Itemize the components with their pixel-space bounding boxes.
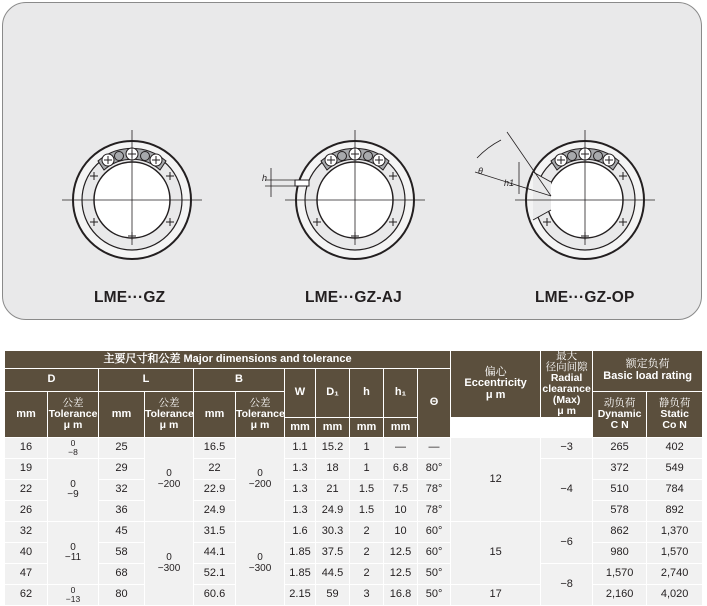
col-h-header: h <box>350 369 384 418</box>
dynamic-load-header: 动负荷 Dynamic C N <box>593 391 647 438</box>
tolerance-cell: 0 −9 <box>48 459 99 522</box>
eccentricity-cell: 17 <box>451 585 541 606</box>
basic-load-rating-header: 额定负荷 Basic load rating <box>593 351 703 392</box>
table-row: 47 68 52.1 1.85 44.5 2 12.5 50° −8 1,570 2,740 <box>5 564 703 585</box>
table-row: 22 32 22.9 1.3 21 1.5 7.5 78° 510 784 <box>5 480 703 501</box>
col-theta-header: Θ <box>418 369 451 438</box>
b-mm-header: mm <box>194 391 236 438</box>
table-row: 19 0 −9 29 22 1.3 18 1 6.8 80° −4 372 549 <box>5 459 703 480</box>
clearance-cell: −4 <box>541 459 593 522</box>
clearance-cell: −3 <box>541 438 593 459</box>
tolerance-cell: 0 −13 <box>48 585 99 606</box>
col-h1-header: h₁ <box>384 369 418 418</box>
tolerance-cell: 0 −8 <box>48 438 99 459</box>
table-row: 62 0 −13 80 60.6 2.15 59 3 16.8 50° 17 2,160 4,020 <box>5 585 703 606</box>
w-mm-header: mm <box>285 418 316 438</box>
dim-label-theta: θ <box>478 166 483 176</box>
tolerance-cell: 0 −300 <box>236 522 285 606</box>
static-load-header: 静负荷 Static Co N <box>647 391 703 438</box>
col-b-header: B <box>194 369 285 392</box>
tolerance-cell: 0 −200 <box>236 438 285 522</box>
dimensions-table <box>4 350 703 606</box>
col-l-header: L <box>99 369 194 392</box>
eccentricity-cell: 15 <box>451 522 541 585</box>
dim-label-h: h <box>262 173 268 183</box>
l-tolerance-header: 公差 Tolerance μ m <box>145 391 194 438</box>
table-row: 16 0 −8 25 0 −200 16.5 0 −200 1.1 15.2 1 — — 12 −3 265 402 <box>5 438 703 459</box>
d-tolerance-header: 公差 Tolerance μ m <box>48 391 99 438</box>
bearing-gz-drawing <box>62 130 202 259</box>
d-mm-header: mm <box>5 391 48 438</box>
l-mm-header: mm <box>99 391 145 438</box>
table-row: 32 0 −11 45 0 −300 31.5 0 −300 1.6 30.3 2 10 60° 15 −6 862 1,370 <box>5 522 703 543</box>
d1-mm-header: mm <box>316 418 350 438</box>
h-mm-header: mm <box>350 418 384 438</box>
bearing-gz-aj-drawing <box>265 130 425 259</box>
eccentricity-cell: 12 <box>451 438 541 522</box>
h1-mm-header: mm <box>384 418 418 438</box>
clearance-cell: −8 <box>541 564 593 606</box>
clearance-cell: −6 <box>541 522 593 564</box>
major-dimensions-header: 主要尺寸和公差 Major dimensions and tolerance <box>5 351 451 369</box>
caption-gz-op: LME···GZ-OP <box>535 289 635 306</box>
col-d-header: D <box>5 369 99 392</box>
b-tolerance-header: 公差 Tolerance μ m <box>236 391 285 438</box>
table-row: 40 58 44.1 1.85 37.5 2 12.5 60° 980 1,570 <box>5 543 703 564</box>
tolerance-cell: 0 −200 <box>145 438 194 522</box>
caption-gz: LME···GZ <box>94 289 166 306</box>
eccentricity-header: 偏心 Eccentricity μ m <box>451 351 541 418</box>
tolerance-cell: 0 −11 <box>48 522 99 585</box>
col-d1-header: D₁ <box>316 369 350 418</box>
tolerance-cell: 0 −300 <box>145 522 194 606</box>
table-row: 26 36 24.9 1.3 24.9 1.5 10 78° 578 892 <box>5 501 703 522</box>
caption-gz-aj: LME···GZ-AJ <box>305 289 402 306</box>
bearing-gz-op-drawing <box>475 130 655 259</box>
dim-label-h1: h1 <box>504 178 515 188</box>
col-w-header: W <box>285 369 316 418</box>
radial-clearance-header: 最大 径向间隙 Radial clearance (Max) μ m <box>542 350 591 418</box>
